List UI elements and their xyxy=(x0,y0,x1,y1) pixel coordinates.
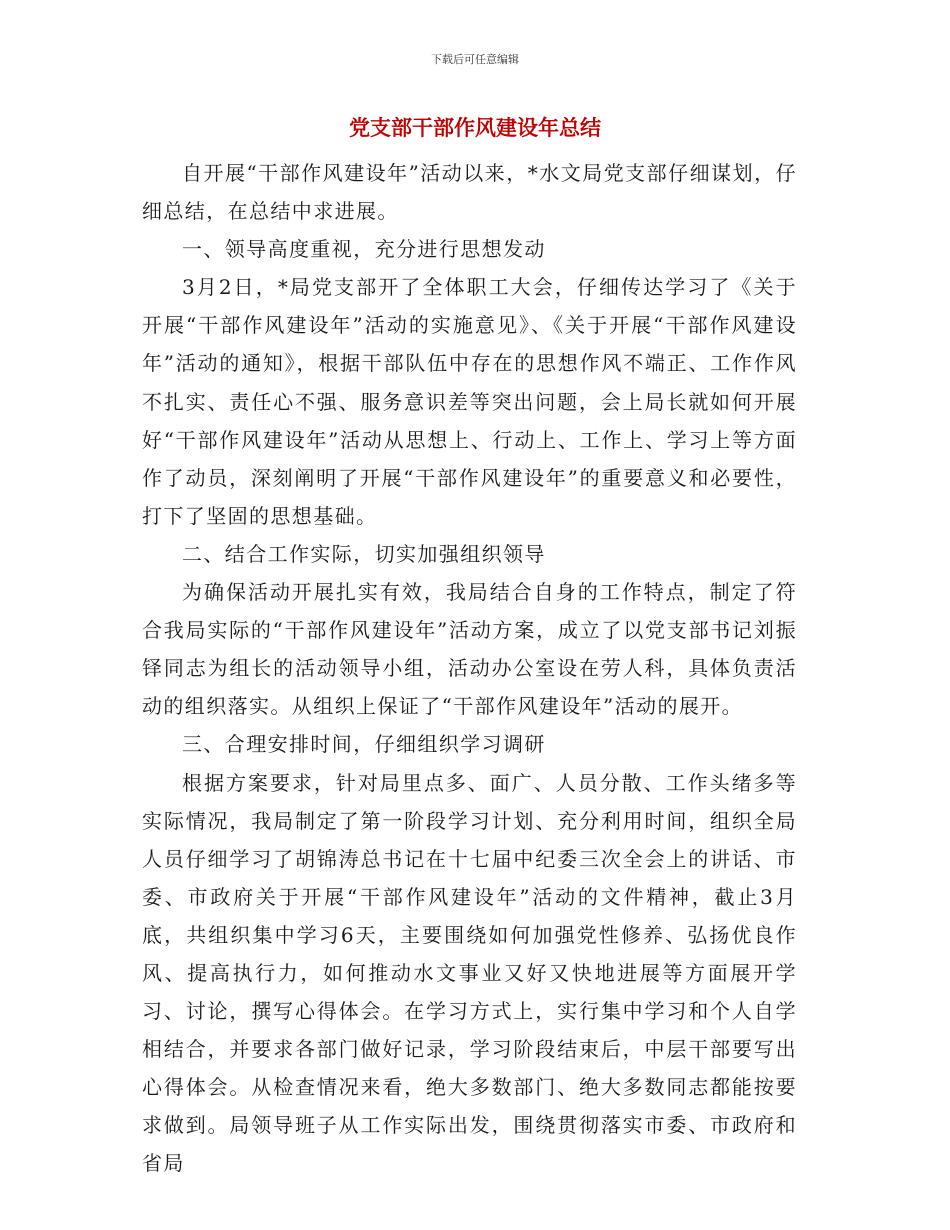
section-heading-1: 一、领导高度重视，充分进行思想发动 xyxy=(182,237,546,262)
document-body xyxy=(142,154,797,1183)
section-heading-2: 二、结合工作实际，切实加强组织领导 xyxy=(182,541,546,566)
section-2-paragraph: 为确保活动开展扎实有效，我局结合自身的工作特点，制定了符合我局实际的“干部作风建设年”活动方案，成立了以党支部书记刘振铎同志为组长的活动领导小组，活动办公室设在劳人科，具体负责活动的组织落实。从组织上保证了“干部作风建设年”活动的展开。 xyxy=(142,580,797,719)
section-3-paragraph: 根据方案要求，针对局里点多、面广、人员分散、工作头绪多等实际情况，我局制定了第一阶段学习计划、充分利用时间，组织全局人员仔细学习了胡锦涛总书记在十七届中纪委三次全会上的讲话、市委、市政府关于开展“干部作风建设年”活动的文件精神，截止3月底，共组织集中学习6天，主要围绕如何加强党性修养、弘扬优良作风、提高执行力，如何推动水文事业又好又快地进展等方面展开学习、讨论，撰写心得体会。在学习方式上，实行集中学习和个人自学相结合，并要求各部门做好记录，学习阶段结束后，中层干部要写出心得体会。从检查情况来看，绝大多数部门、绝大多数同志都能按要求做到。局领导班子从工作实际出发，围绕贯彻落实市委、市政府和省局 xyxy=(142,770,797,1176)
section-1-paragraph: 3月2日，*局党支部开了全体职工大会，仔细传达学习了《关于开展“干部作风建设年”活动的实施意见》、《关于开展“干部作风建设年”活动的通知》，根据干部队伍中存在的思想作风不端正、工作作风不扎实、责任心不强、服务意识差等突出问题，会上局长就如何开展好“干部作风建设年”活动从思想上、行动上、工作上、学习上等方面作了动员，深刻阐明了开展“干部作风建设年”的重要意义和必要性，打下了坚固的思想基础。 xyxy=(142,275,797,528)
section-heading-3: 三、合理安排时间，仔细组织学习调研 xyxy=(182,732,546,757)
intro-paragraph: 自开展“干部作风建设年”活动以来，*水文局党支部仔细谋划，仔细总结，在总结中求进展。 xyxy=(142,161,797,224)
document-title: 党支部干部作风建设年总结 xyxy=(349,116,601,140)
page-header-note: 下载后可任意编辑 xyxy=(431,53,519,66)
